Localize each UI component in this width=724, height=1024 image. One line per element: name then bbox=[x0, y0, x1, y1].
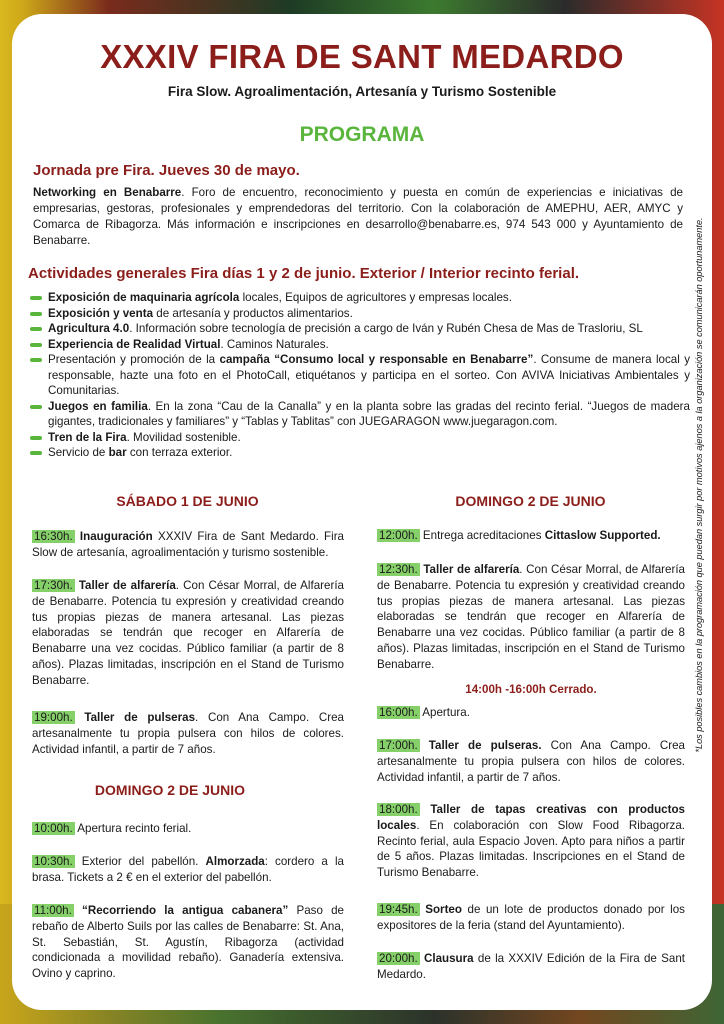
cerrado-note: 14:00h -16:00h Cerrado. bbox=[465, 683, 597, 696]
event-domingo-2: 10:30h. Exterior del pabellón. Almorzada: cordero a la brasa. Tickets a 2 € en el exterior del pabellón. bbox=[32, 855, 344, 884]
general-activity-list bbox=[30, 290, 690, 461]
page-title: XXXIV FIRA DE SANT MEDARDO bbox=[100, 38, 624, 75]
general-activity-item: Experiencia de Realidad Virtual. Caminos Naturales. bbox=[30, 337, 690, 353]
domingo-right-heading: DOMINGO 2 DE JUNIO bbox=[455, 493, 606, 509]
event-domingo-r7: 20:00h. Clausura de la XXXIV Edición de la Fira de Sant Medardo. bbox=[377, 952, 685, 981]
pre-fira-rest: . Foro de encuentro, reconocimiento y puesta en común de experiencias e iniciativas de empresarias, gestoras, profesionales y emprendedoras del territorio. Con la colaboración de AMEPHU, AER, AMYC y Comarca de Ribagorza. Más información e inscripciones en desarrollo@benabarre.es, 974 543 000 y Ayuntamiento de Benabarre. bbox=[33, 186, 683, 247]
event-domingo-r6: 19:45h. Sorteo de un lote de productos donado por los expositores de la feria (stand del Ayuntamiento). bbox=[377, 903, 685, 932]
bullet-dash-icon bbox=[30, 343, 42, 347]
page-subtitle: Fira Slow. Agroalimentación, Artesanía y Turismo Sostenible bbox=[167, 84, 557, 99]
general-activity-item: Juegos en familia. En la zona “Cau de la Canalla” y en la planta sobre las gradas del recinto ferial. “Juegos de madera gigantes, tradicionales y familiares” y “Tablas y Tablitas” con JUEGARAGON www.juegaragon.com. bbox=[30, 399, 690, 430]
side-disclaimer: *Los posibles cambios en la programación que puedan surgir por motivos ajenos a la organización se comunicarán oportunamente. bbox=[694, 217, 704, 753]
general-heading: Actividades generales Fira días 1 y 2 de junio. Exterior / Interior recinto ferial. bbox=[28, 265, 580, 282]
event-domingo-r4: 17:00h. Taller de pulseras. Con Ana Campo. Crea artesanalmente tu propia pulsera con hilos de colores. Actividad infantil, a partir de 7 años. bbox=[377, 739, 685, 784]
general-activity-item: Exposición y venta de artesanía y productos alimentarios. bbox=[30, 306, 690, 322]
bullet-dash-icon bbox=[30, 405, 42, 409]
general-activity-item: Exposición de maquinaria agrícola locales, Equipos de agricultores y empresas locales. bbox=[30, 290, 690, 306]
pre-fira-bold: Networking en Benabarre bbox=[33, 186, 182, 199]
general-activity-item: Agricultura 4.0. Información sobre tecnología de precisión a cargo de Iván y Rubén Chesa de Mas de Trasloriu, SL bbox=[30, 321, 690, 337]
event-sabado-1: 16:30h. Inauguración XXXIV Fira de Sant Medardo. Fira Slow de artesanía, agroalimentación y turismo sostenible. bbox=[32, 530, 345, 559]
bullet-dash-icon bbox=[30, 312, 42, 316]
bullet-dash-icon bbox=[30, 327, 42, 331]
bullet-dash-icon bbox=[30, 451, 42, 455]
general-activity-item: Presentación y promoción de la campaña “Consumo local y responsable en Benabarre”. Consume de manera local y responsable, hazte una foto en el PhotoCall, etiquétanos y participa en el sorteo. Con AVIVA Iniciativas Ambientales y Comunitarias. bbox=[30, 352, 690, 399]
event-sabado-2: 17:30h. Taller de alfarería. Con César Morral, de Alfarería de Benabarre. Potencia tu expresión y creatividad creando tus propias piezas de manera artesanal. Las piezas elaboradas se tendrán que recoger en Alfarería de Benabarre una vez cocidas. Público familiar (a partir de 8 años). Plazas limitadas, inscripción en el Stand de Turismo Benabarre. bbox=[32, 579, 344, 687]
bullet-dash-icon bbox=[30, 296, 42, 300]
domingo-left-heading: DOMINGO 2 DE JUNIO bbox=[94, 782, 246, 798]
bullet-dash-icon bbox=[30, 436, 42, 440]
sabado-heading: SÁBADO 1 DE JUNIO bbox=[116, 493, 259, 509]
event-domingo-r2: 12:30h. Taller de alfarería. Con César Morral, de Alfarería de Benabarre. Potencia tu expresión y creatividad creando tus propias piezas de manera artesanal. Las piezas elaboradas se tendrán que recoger en Alfarería de Benabarre una vez cocidas. Público familiar (a partir de 8 años). Plazas limitadas, inscripción en el Stand de Turismo Benabarre. bbox=[377, 563, 685, 671]
event-domingo-3: 11:00h. “Recorriendo la antigua cabanera” Paso de rebaño de Alberto Suils por las calles de Benabarre: St. Ana, St. Sebastián, St. Agustín, Ribagorza (actividad condicionada a movilidad rebaño). Ganadería extensiva. Ovino y caprino. bbox=[32, 904, 345, 981]
general-activity-item: Servicio de bar con terraza exterior. bbox=[30, 445, 690, 461]
pre-fira-heading: Jornada pre Fira. Jueves 30 de mayo. bbox=[33, 162, 300, 179]
programa-heading: PROGRAMA bbox=[299, 123, 425, 146]
event-domingo-r1: 12:00h. Entrega acreditaciones Cittaslow Supported. bbox=[379, 529, 661, 542]
general-activity-item: Tren de la Fira. Movilidad sostenible. bbox=[30, 430, 690, 446]
event-domingo-r5: 18:00h. Taller de tapas creativas con productos locales. En colaboración con Slow Food Ribagorza. Recinto ferial, aula Espacio Joven. Apto para niños a partir de 5 años. Plazas limitadas. Inscripciones en el Stand de Turismo Benabarre. bbox=[377, 803, 685, 880]
event-sabado-3: 19:00h. Taller de pulseras. Con Ana Campo. Crea artesanalmente tu propia pulsera con hilos de colores. Actividad infantil, a partir de 7 años. bbox=[32, 711, 344, 756]
pre-fira-text bbox=[33, 185, 683, 249]
bullet-dash-icon bbox=[30, 358, 42, 362]
event-domingo-1: 10:00h. Apertura recinto ferial. bbox=[34, 822, 192, 835]
event-domingo-r3: 16:00h. Apertura. bbox=[379, 706, 470, 719]
